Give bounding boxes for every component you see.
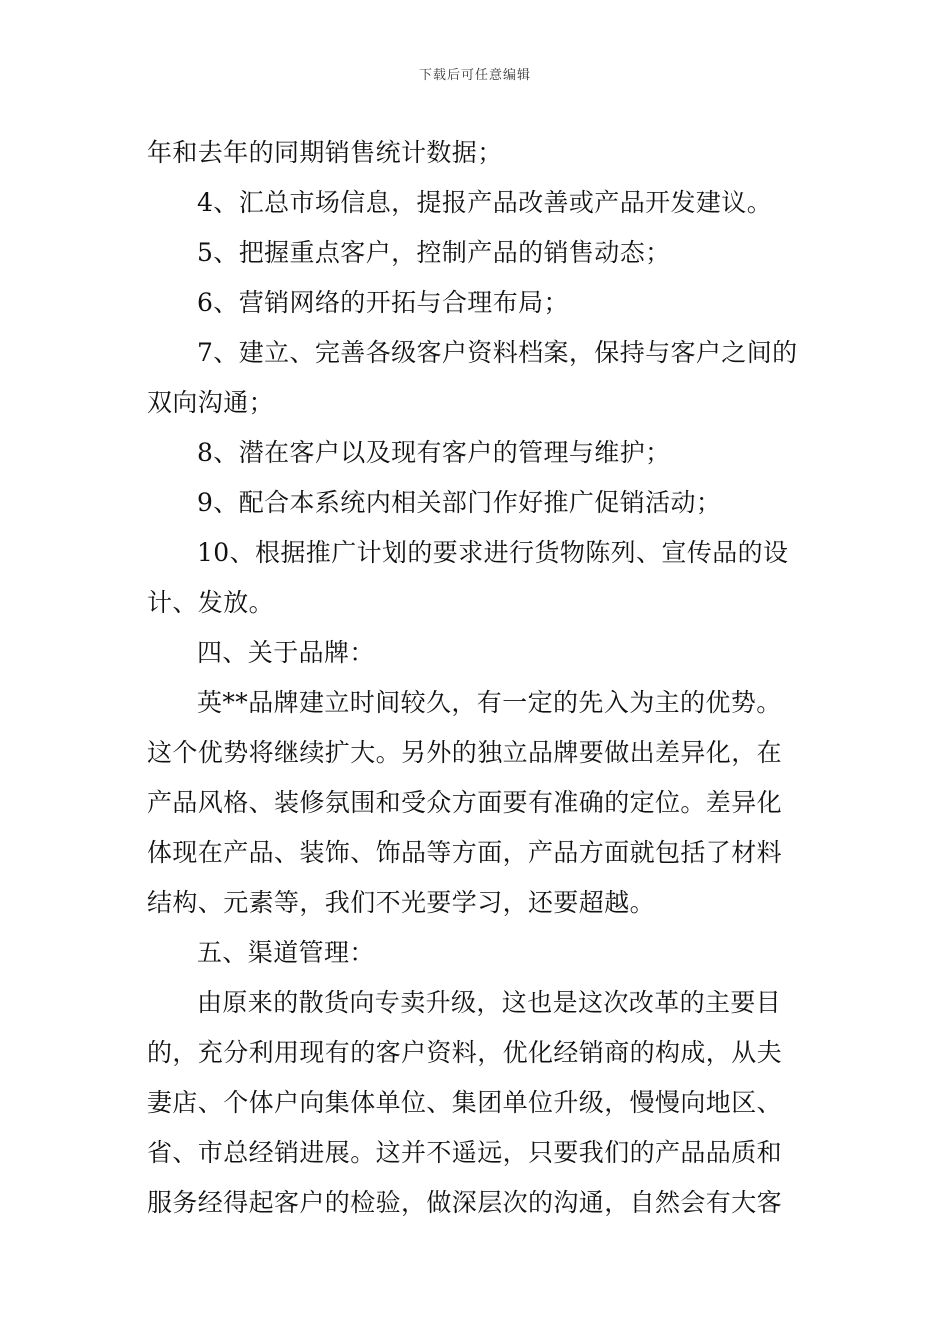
text-line: 省、市总经销进展。这并不遥远，只要我们的产品品质和 bbox=[147, 1138, 783, 1167]
page-header: 下载后可任意编辑 bbox=[418, 68, 531, 83]
text-line: 5、把握重点客户，控制产品的销售动态； bbox=[197, 238, 671, 267]
text-line: 6、营销网络的开拓与合理布局； bbox=[197, 288, 569, 317]
text-line: 由原来的散货向专卖升级，这也是这次改革的主要目 bbox=[197, 988, 782, 1017]
text-line: 结构、元素等，我们不光要学习，还要超越。 bbox=[147, 888, 656, 917]
text-line: 双向沟通； bbox=[147, 388, 275, 417]
document-body bbox=[147, 128, 809, 1228]
text-line: 的，充分利用现有的客户资料，优化经销商的构成，从夫 bbox=[147, 1038, 783, 1067]
text-line: 4、汇总市场信息，提报产品改善或产品开发建议。 bbox=[197, 188, 773, 217]
text-line: 产品风格、装修氛围和受众方面要有准确的定位。差异化 bbox=[147, 788, 783, 817]
text-line: 8、潜在客户以及现有客户的管理与维护； bbox=[197, 438, 671, 467]
text-line: 9、配合本系统内相关部门作好推广促销活动； bbox=[197, 488, 722, 517]
text-line: 体现在产品、装饰、饰品等方面，产品方面就包括了材料 bbox=[147, 838, 783, 867]
text-line: 妻店、个体户向集体单位、集团单位升级，慢慢向地区、 bbox=[147, 1088, 783, 1117]
text-line: 计、发放。 bbox=[147, 588, 275, 617]
section-heading: 五、渠道管理： bbox=[197, 938, 375, 967]
text-line: 服务经得起客户的检验，做深层次的沟通，自然会有大客 bbox=[147, 1188, 783, 1217]
section-heading: 四、关于品牌： bbox=[197, 638, 375, 667]
text-line: 10、根据推广计划的要求进行货物陈列、宣传品的设 bbox=[197, 538, 789, 567]
text-line: 这个优势将继续扩大。另外的独立品牌要做出差异化，在 bbox=[147, 738, 783, 767]
text-line: 年和去年的同期销售统计数据； bbox=[147, 138, 503, 167]
text-line: 英**品牌建立时间较久，有一定的先入为主的优势。 bbox=[197, 688, 782, 717]
text-line: 7、建立、完善各级客户资料档案，保持与客户之间的 bbox=[197, 338, 798, 367]
